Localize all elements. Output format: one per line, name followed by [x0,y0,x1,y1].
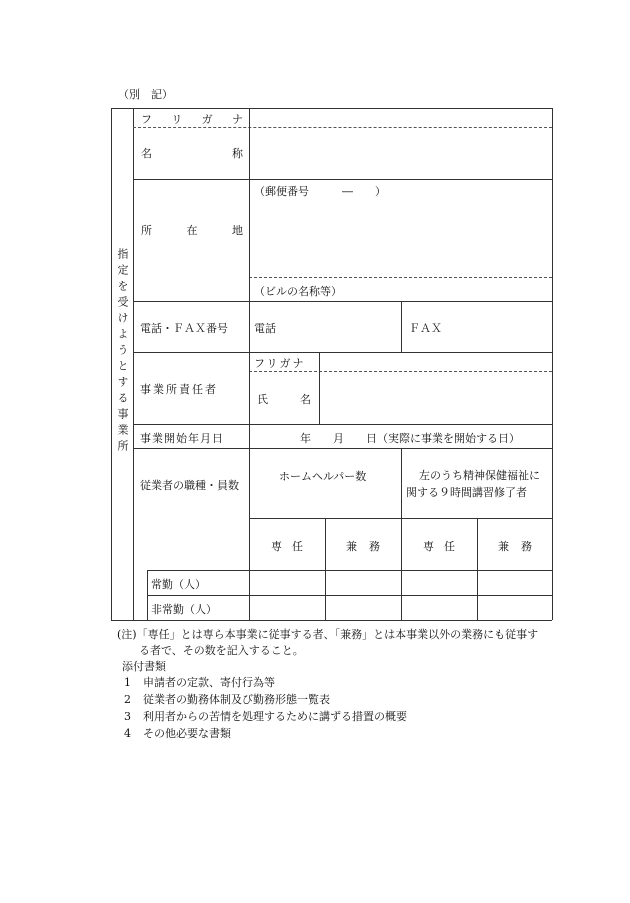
mental-fulltime-header: 専 任 [423,540,455,553]
furigana-label: フ リ ガ ナ [141,113,243,126]
document-heading: （別 記） [118,88,173,101]
mental-concurrent-header: 兼 務 [498,540,532,553]
start-date-label: 事業開始年月日 [140,432,224,445]
building-name-field[interactable]: （ビルの名称等） [254,285,342,298]
section-label: 指定を受けようとする事業所 [116,248,129,456]
furigana-field[interactable] [250,109,551,126]
helper-count-header: ホームヘルパー数 [279,470,367,483]
staff-label: 従業者の職種・員数 [140,479,239,492]
note-line-2: る者で、その数を記入すること。 [139,644,304,657]
helper-fulltime-header: 専 任 [271,540,303,553]
note-line-1: (注)「専任」とは専ら本事業に従事する者、「兼務」とは本事業以外の業務にも従事す [117,628,539,641]
location-label: 所 在 地 [141,224,243,237]
fax-field[interactable]: ＦＡＸ [409,322,442,335]
attachment-item: 4 その他必要な書類 [124,727,231,740]
helper-concurrent-header: 兼 務 [346,540,380,553]
start-date-field[interactable]: 年 月 日（実際に事業を開始する日） [300,432,520,445]
regular-staff-label: 常勤（人） [151,578,206,591]
manager-name-label: 氏 名 [257,393,311,406]
postal-code-field[interactable]: （郵便番号 ― ） [254,185,386,198]
manager-furigana-label: フリガナ [254,357,306,370]
attachment-item: 2 従業者の勤務体制及び勤務形態一覧表 [124,693,330,706]
attachment-item: 1 申請者の定款、寄付行為等 [124,676,275,689]
name-label: 名 称 [141,147,243,160]
nonregular-staff-label: 非常勤（人） [151,603,217,616]
name-field[interactable] [250,128,551,178]
attachments-title: 添付書類 [122,660,166,673]
manager-label: 事業所責任者 [140,383,218,396]
mental-health-header-line1: 左のうち精神保健福祉に [419,469,540,482]
manager-name-field[interactable] [320,372,551,423]
phone-fax-label: 電話・ＦＡＸ番号 [140,322,228,335]
attachment-item: 3 利用者からの苦情を処理するために講ずる措置の概要 [124,710,407,723]
mental-health-header-line2: 関する９時間講習修了者 [406,486,527,499]
phone-field[interactable]: 電話 [254,322,276,335]
